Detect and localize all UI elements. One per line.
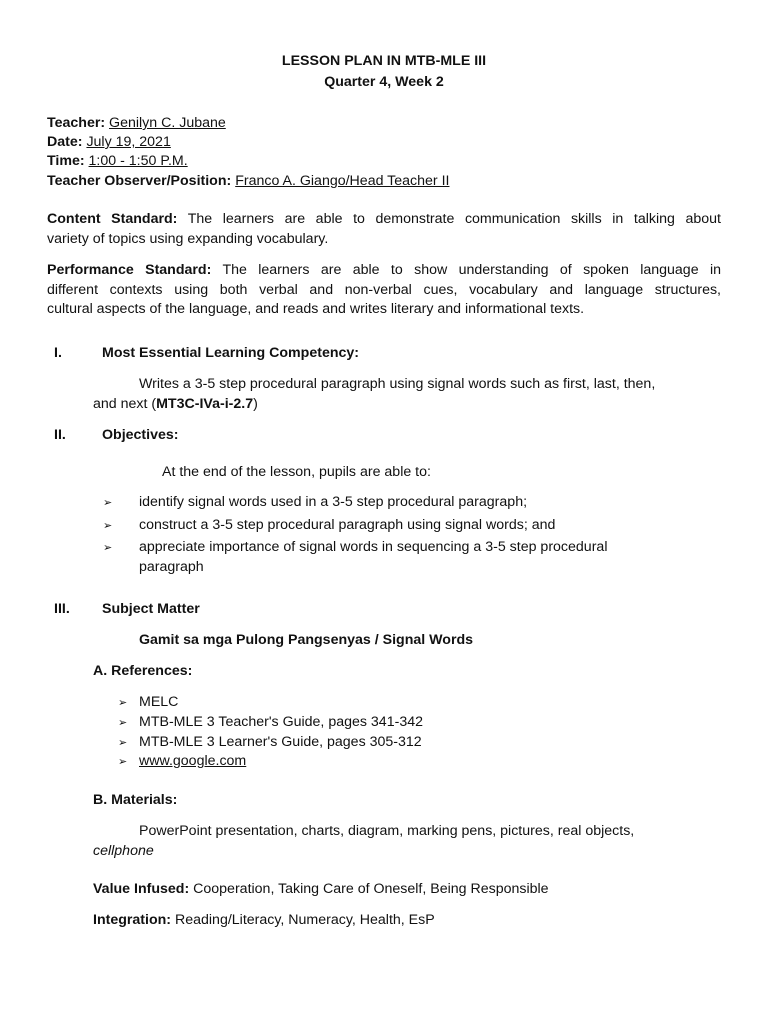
content-standard-line1 bbox=[47, 211, 721, 227]
section2-numeral: II. bbox=[54, 427, 66, 443]
competency-line1: Writes a 3-5 step procedural paragraph using signal words such as first, last, then, bbox=[139, 376, 656, 392]
objective-item-1: identify signal words used in a 3-5 step procedural paragraph; bbox=[139, 494, 528, 510]
bullet-arrow-icon: ➢ bbox=[103, 542, 113, 554]
reference-item-3: MTB-MLE 3 Learner's Guide, pages 305-312 bbox=[139, 734, 422, 750]
materials-line2: cellphone bbox=[93, 843, 154, 859]
bullet-arrow-icon: ➢ bbox=[118, 737, 128, 749]
content-standard-text2: variety of topics using expanding vocabulary. bbox=[47, 231, 329, 247]
observer-value: Franco A. Giango/Head Teacher II bbox=[235, 173, 450, 189]
section1-heading: Most Essential Learning Competency: bbox=[102, 345, 360, 361]
integration-label: Integration: bbox=[93, 912, 172, 928]
objectives-intro: At the end of the lesson, pupils are able to: bbox=[162, 464, 431, 480]
bullet-arrow-icon: ➢ bbox=[118, 697, 128, 709]
teacher-label: Teacher: bbox=[47, 115, 106, 131]
materials-heading: B. Materials: bbox=[93, 792, 178, 808]
competency-close: ) bbox=[253, 396, 258, 412]
section3-heading: Subject Matter bbox=[102, 601, 200, 617]
objective-item-3: appreciate importance of signal words in sequencing a 3-5 step procedural bbox=[139, 539, 608, 555]
value-infused-line bbox=[93, 881, 549, 897]
performance-standard-text3: cultural aspects of the language, and reads and writes literary and informational texts. bbox=[47, 301, 585, 317]
reference-item-2: MTB-MLE 3 Teacher's Guide, pages 341-342 bbox=[139, 714, 423, 730]
references-heading: A. References: bbox=[93, 663, 193, 679]
subject-topic: Gamit sa mga Pulong Pangsenyas / Signal Words bbox=[139, 632, 474, 648]
integration-text: Reading/Literacy, Numeracy, Health, EsP bbox=[174, 912, 435, 928]
observer-line bbox=[47, 173, 449, 189]
performance-standard-line1 bbox=[47, 262, 721, 278]
teacher-line bbox=[47, 115, 226, 131]
competency-code: MT3C-IVa-i-2.7 bbox=[156, 396, 254, 412]
bullet-arrow-icon: ➢ bbox=[118, 717, 128, 729]
bullet-arrow-icon: ➢ bbox=[103, 497, 113, 509]
section2-heading: Objectives: bbox=[102, 427, 179, 443]
performance-standard-text2: different contexts using both verbal and non-verbal cues, vocabulary and language structures, bbox=[47, 282, 721, 298]
content-standard-text1: The learners are able to demonstrate communication skills in talking about bbox=[187, 211, 721, 227]
integration-line bbox=[93, 912, 435, 928]
section1-numeral: I. bbox=[54, 345, 62, 361]
competency-line2 bbox=[93, 396, 258, 412]
time-value: 1:00 - 1:50 P.M. bbox=[88, 153, 188, 169]
objective-item-3-cont: paragraph bbox=[139, 559, 204, 575]
reference-item-1: MELC bbox=[139, 694, 179, 710]
date-line bbox=[47, 134, 171, 150]
objective-item-2: construct a 3-5 step procedural paragraph using signal words; and bbox=[139, 517, 556, 533]
observer-label: Teacher Observer/Position: bbox=[47, 173, 232, 189]
performance-standard-text1: The learners are able to show understanding of spoken language in bbox=[222, 262, 721, 278]
bullet-arrow-icon: ➢ bbox=[118, 756, 128, 768]
date-value: July 19, 2021 bbox=[86, 134, 171, 150]
bullet-arrow-icon: ➢ bbox=[103, 520, 113, 532]
time-label: Time: bbox=[47, 153, 85, 169]
performance-standard-label: Performance Standard: bbox=[47, 262, 212, 278]
document-subtitle: Quarter 4, Week 2 bbox=[324, 74, 444, 90]
reference-link[interactable]: www.google.com bbox=[139, 753, 247, 769]
time-line bbox=[47, 153, 188, 169]
section3-numeral: III. bbox=[54, 601, 70, 617]
content-standard-label: Content Standard: bbox=[47, 211, 178, 227]
document-title: LESSON PLAN IN MTB-MLE III bbox=[281, 53, 487, 69]
date-label: Date: bbox=[47, 134, 83, 150]
materials-line1: PowerPoint presentation, charts, diagram, marking pens, pictures, real objects, bbox=[139, 823, 635, 839]
value-infused-text: Cooperation, Taking Care of Oneself, Being Responsible bbox=[193, 881, 549, 897]
value-infused-label: Value Infused: bbox=[93, 881, 190, 897]
competency-text: and next ( bbox=[93, 396, 157, 412]
teacher-value: Genilyn C. Jubane bbox=[109, 115, 226, 131]
